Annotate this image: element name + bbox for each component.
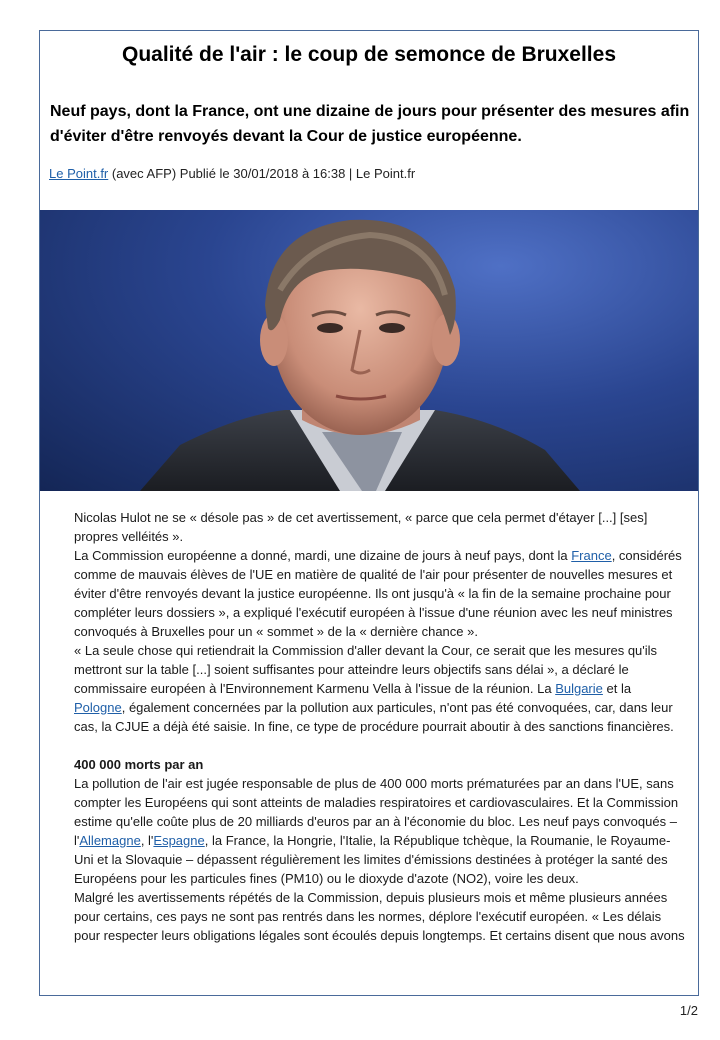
- paragraph-4-text: La pollution de l'air est jugée responsable de plus de 400 000 morts prématurées par an dans l'UE, sans compter les Européens qui sont atteints de maladies respiratoires et cardiovasculaires. Et la Commission estime qu'elle coûte plus de 20 milliards d'euros par an à l'économie du bloc. Les neuf pays convoqués – l': [74, 776, 679, 848]
- portrait-illustration: [40, 210, 698, 491]
- article-lead: Neuf pays, dont la France, ont une dizaine de jours pour présenter des mesures afin d'éviter d'être renvoyés devant la Cour de justice européenne.: [50, 103, 690, 145]
- paragraph-4: [74, 774, 686, 888]
- paragraph-2: [74, 546, 686, 641]
- paragraph-1: Nicolas Hulot ne se « désole pas » de cet avertissement, « parce que cela permet d'étayer [...] [ses] propres velléités ».: [74, 510, 648, 544]
- paragraph-3: [74, 641, 686, 736]
- byline-text: (avec AFP) Publié le 30/01/2018 à 16:38 | Le Point.fr: [108, 166, 416, 181]
- allemagne-link[interactable]: Allemagne: [79, 833, 141, 848]
- article-frame: [39, 30, 699, 996]
- paragraph-2-text-end: , considérés comme de mauvais élèves de l'UE en matière de qualité de l'air pour présenter de nouvelles mesures et éviter d'être renvoyés devant la justice européenne. Ils ont jusqu'à « la fin de la semaine prochaine pour compléter leurs dossiers », a expliqué l'exécutif européen à l'issue d'une réunion avec les neuf ministres convoqués à Bruxelles pour un « sommet » de la « dernière chance ».: [74, 548, 682, 639]
- paragraph-4-text-mid: , l': [140, 833, 154, 848]
- source-link[interactable]: Le Point.fr: [49, 166, 109, 181]
- paragraph-3-text-mid: et la: [602, 681, 632, 696]
- paragraph-3-text-end: , également concernées par la pollution aux particules, n'ont pas été convoquées, car, dans leur cas, la CJUE a déjà été saisie. In fine, ce type de procédure pourrait aboutir à des sanctions financières.: [74, 700, 674, 734]
- france-link[interactable]: France: [571, 548, 612, 563]
- page-number: 1/2: [679, 1003, 698, 1018]
- espagne-link[interactable]: Espagne: [153, 833, 205, 848]
- article-title: Qualité de l'air : le coup de semonce de Bruxelles: [122, 43, 616, 66]
- paragraph-2-text: La Commission européenne a donné, mardi, une dizaine de jours à neuf pays, dont la: [74, 548, 572, 563]
- paragraph-5: Malgré les avertissements répétés de la Commission, depuis plusieurs mois et même plusieurs années pour certains, ces pays ne sont pas rentrés dans les normes, déplore l'exécutif européen. « Les délais pour respecter leurs obligations légales sont écoulés depuis longtemps. Et certains disent que nous avons: [74, 890, 685, 943]
- paragraph-3-text: « La seule chose qui retiendrait la Commission d'aller devant la Cour, ce serait que les mesures qu'ils mettront sur la table [...] soient suffisantes pour atteindre leurs objectifs sans délai », a déclaré le commissaire européen à l'Environnement Karmenu Vella à l'issue de la réunion. La: [74, 643, 658, 696]
- section-subheading: 400 000 morts par an: [74, 757, 204, 772]
- paragraph-4-text-end: , la France, la Hongrie, l'Italie, la République tchèque, la Roumanie, le Royaume-Uni et la Slovaquie – dépassent régulièrement les limites d'émissions destinées à protéger la santé des Européens pour les particules fines (PM10) ou le dioxyde d'azote (NO2), voire les deux.: [74, 833, 671, 886]
- article-photo: [40, 210, 698, 491]
- pologne-link[interactable]: Pologne: [74, 700, 122, 715]
- byline: [40, 149, 698, 183]
- bulgarie-link[interactable]: Bulgarie: [555, 681, 603, 696]
- article-body: [74, 508, 686, 945]
